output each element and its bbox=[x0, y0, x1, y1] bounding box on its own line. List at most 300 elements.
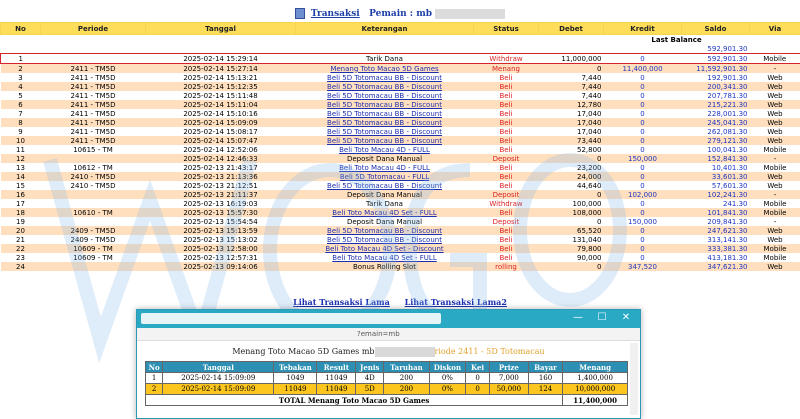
row-debet: 17,040 bbox=[539, 127, 604, 136]
row-debet: 100,000 bbox=[539, 199, 604, 208]
close-button[interactable]: ✕ bbox=[616, 312, 636, 323]
row-status: Beli bbox=[474, 118, 539, 127]
row-no: 19 bbox=[1, 217, 41, 226]
row-tanggal: 2025-02-13 09:14:06 bbox=[146, 262, 296, 271]
row-debet: 11,000,000 bbox=[539, 54, 604, 64]
row-periode: 2409 - TM5D bbox=[41, 235, 146, 244]
win-cell: 124 bbox=[528, 384, 563, 395]
win-cell: 11049 bbox=[274, 384, 317, 395]
column-header: Periode bbox=[41, 23, 146, 35]
masked-username-popup bbox=[375, 347, 435, 357]
row-keterangan bbox=[296, 208, 474, 217]
row-periode bbox=[41, 217, 146, 226]
win-cell: 0% bbox=[429, 384, 466, 395]
row-saldo: 100,041.30 bbox=[682, 145, 750, 154]
row-no: 12 bbox=[1, 154, 41, 163]
maximize-button[interactable]: ☐ bbox=[592, 312, 612, 323]
popup-title-main: Menang Toto Macao 5D Games mb bbox=[232, 347, 374, 356]
row-saldo: 262,081.30 bbox=[682, 127, 750, 136]
row-tanggal: 2025-02-14 15:07:47 bbox=[146, 136, 296, 145]
row-periode: 2411 - TM5D bbox=[41, 136, 146, 145]
row-debet: 7,440 bbox=[539, 73, 604, 82]
win-cell: 7,000 bbox=[489, 373, 528, 384]
row-debet: 73,440 bbox=[539, 136, 604, 145]
row-tanggal: 2025-02-13 21:11:37 bbox=[146, 190, 296, 199]
row-tanggal: 2025-02-13 21:43:17 bbox=[146, 163, 296, 172]
row-saldo: 333,381.30 bbox=[682, 244, 750, 253]
transaction-detail-link[interactable]: Beli 5D Totomacau BB - Discount bbox=[327, 101, 442, 109]
win-detail-popup bbox=[136, 309, 641, 419]
row-saldo: 247,621.30 bbox=[682, 226, 750, 235]
table-row bbox=[1, 127, 800, 136]
transaction-detail-link[interactable]: Beli 5D Totomacau BB - Discount bbox=[327, 137, 442, 145]
popup-title-periode: riode 2411 - 5D Totomacau bbox=[435, 347, 545, 356]
row-tanggal: 2025-02-13 16:19:03 bbox=[146, 199, 296, 208]
row-periode: 10612 - TM bbox=[41, 163, 146, 172]
last-balance-label: Last Balance bbox=[604, 35, 750, 45]
row-no: 1 bbox=[1, 54, 41, 64]
row-status: Beli bbox=[474, 73, 539, 82]
row-kredit: 0 bbox=[604, 109, 682, 118]
row-debet: 65,520 bbox=[539, 226, 604, 235]
last-balance-value: 592,901.30 bbox=[682, 44, 750, 54]
row-via: Web bbox=[750, 118, 800, 127]
row-periode: 2409 - TM5D bbox=[41, 226, 146, 235]
table-row bbox=[1, 100, 800, 109]
row-debet: 12,780 bbox=[539, 100, 604, 109]
row-saldo: 228,001.30 bbox=[682, 109, 750, 118]
row-no: 7 bbox=[1, 109, 41, 118]
row-keterangan bbox=[296, 226, 474, 235]
row-tanggal: 2025-02-13 15:13:02 bbox=[146, 235, 296, 244]
row-no: 16 bbox=[1, 190, 41, 199]
row-saldo: 347,621.30 bbox=[682, 262, 750, 271]
row-status: Deposit bbox=[474, 154, 539, 163]
row-debet: 23,200 bbox=[539, 163, 604, 172]
row-keterangan: Bonus Rolling Slot bbox=[296, 262, 474, 271]
row-kredit: 150,000 bbox=[604, 154, 682, 163]
table-row bbox=[1, 226, 800, 235]
row-kredit: 0 bbox=[604, 82, 682, 91]
column-header: No bbox=[1, 23, 41, 35]
row-status: Beli bbox=[474, 91, 539, 100]
transaction-detail-link[interactable]: Beli 5D Totomacau BB - Discount bbox=[327, 236, 442, 244]
row-saldo: 245,041.30 bbox=[682, 118, 750, 127]
row-saldo: 33,601.30 bbox=[682, 172, 750, 181]
row-via: Web bbox=[750, 82, 800, 91]
table-row bbox=[1, 91, 800, 100]
transaction-detail-link[interactable]: Beli 5D Totomacau BB - Discount bbox=[327, 83, 442, 91]
last-balance-value-row bbox=[1, 44, 800, 54]
transaction-detail-link[interactable]: Menang Toto Macao 5D Games bbox=[330, 65, 438, 73]
column-header: Keterangan bbox=[296, 23, 474, 35]
column-header: Kredit bbox=[604, 23, 682, 35]
row-via: Mobile bbox=[750, 208, 800, 217]
row-saldo: 101,841.30 bbox=[682, 208, 750, 217]
row-keterangan bbox=[296, 145, 474, 154]
transaction-detail-link[interactable]: Beli 5D Totomacau BB - Discount bbox=[327, 74, 442, 82]
popup-titlebar bbox=[137, 310, 640, 328]
row-via: - bbox=[750, 217, 800, 226]
row-debet: 7,440 bbox=[539, 91, 604, 100]
win-cell: 2025-02-14 15:09:09 bbox=[163, 373, 274, 384]
row-kredit: 0 bbox=[604, 163, 682, 172]
row-via: Web bbox=[750, 100, 800, 109]
row-status: Beli bbox=[474, 181, 539, 190]
win-row bbox=[146, 373, 628, 384]
win-total-row bbox=[146, 395, 628, 406]
row-saldo: 200,341.30 bbox=[682, 82, 750, 91]
row-debet: 108,000 bbox=[539, 208, 604, 217]
row-periode: 2411 - TM5D bbox=[41, 127, 146, 136]
row-debet: 0 bbox=[539, 154, 604, 163]
row-kredit: 0 bbox=[604, 100, 682, 109]
row-debet: 17,040 bbox=[539, 118, 604, 127]
row-keterangan: Tarik Dana bbox=[296, 54, 474, 64]
row-debet: 44,640 bbox=[539, 181, 604, 190]
masked-username bbox=[435, 9, 505, 19]
row-keterangan bbox=[296, 64, 474, 74]
row-keterangan bbox=[296, 109, 474, 118]
table-row bbox=[1, 199, 800, 208]
transaction-detail-link[interactable]: Beli 5D Totomacau BB - Discount bbox=[327, 119, 442, 127]
transaction-detail-link[interactable]: Beli 5D Totomacau BB - Discount bbox=[327, 92, 442, 100]
row-saldo: 413,181.30 bbox=[682, 253, 750, 262]
row-keterangan bbox=[296, 244, 474, 253]
transaction-detail-link[interactable]: Beli Toto Macau 4D Set - Discount bbox=[325, 245, 443, 253]
row-via: Web bbox=[750, 91, 800, 100]
minimize-button[interactable]: — bbox=[568, 312, 588, 323]
row-no: 2 bbox=[1, 64, 41, 74]
row-keterangan: Tarik Dana bbox=[296, 199, 474, 208]
transaction-detail-link[interactable]: Beli 5D Totomacau BB - Discount bbox=[327, 227, 442, 235]
row-status: Beli bbox=[474, 109, 539, 118]
column-header: Via bbox=[750, 23, 800, 35]
row-tanggal: 2025-02-14 12:52:06 bbox=[146, 145, 296, 154]
row-debet: 90,000 bbox=[539, 253, 604, 262]
row-tanggal: 2025-02-14 15:09:09 bbox=[146, 118, 296, 127]
row-periode: 2411 - TM5D bbox=[41, 91, 146, 100]
row-kredit: 0 bbox=[604, 118, 682, 127]
row-saldo: 313,141.30 bbox=[682, 235, 750, 244]
row-via: Mobile bbox=[750, 145, 800, 154]
row-keterangan bbox=[296, 163, 474, 172]
row-status: Menang bbox=[474, 64, 539, 74]
transaction-table bbox=[0, 22, 800, 271]
row-no: 15 bbox=[1, 181, 41, 190]
table-header-row bbox=[1, 23, 800, 35]
column-header: Debet bbox=[539, 23, 604, 35]
win-cell: 1 bbox=[146, 373, 163, 384]
table-row bbox=[1, 235, 800, 244]
row-saldo: 192,901.30 bbox=[682, 73, 750, 82]
win-cell: 1,400,000 bbox=[563, 373, 628, 384]
row-via: Mobile bbox=[750, 244, 800, 253]
win-cell: 5D bbox=[356, 384, 384, 395]
row-kredit: 11,400,000 bbox=[604, 64, 682, 74]
row-periode: 10615 - TM bbox=[41, 145, 146, 154]
row-via: Web bbox=[750, 136, 800, 145]
table-row bbox=[1, 172, 800, 181]
row-via: Mobile bbox=[750, 163, 800, 172]
row-periode: 2411 - TM5D bbox=[41, 118, 146, 127]
row-kredit: 0 bbox=[604, 73, 682, 82]
row-periode bbox=[41, 54, 146, 64]
win-cell: 0% bbox=[429, 373, 466, 384]
table-row bbox=[1, 208, 800, 217]
row-keterangan bbox=[296, 100, 474, 109]
row-debet: 7,440 bbox=[539, 82, 604, 91]
row-via: Mobile bbox=[750, 253, 800, 262]
row-status: rolling bbox=[474, 262, 539, 271]
row-kredit: 0 bbox=[604, 226, 682, 235]
row-debet: 131,040 bbox=[539, 235, 604, 244]
row-status: Beli bbox=[474, 163, 539, 172]
row-periode: 2411 - TM5D bbox=[41, 109, 146, 118]
row-periode: 2410 - TM5D bbox=[41, 181, 146, 190]
win-cell: 10,000,000 bbox=[563, 384, 628, 395]
row-keterangan: Deposit Dana Manual bbox=[296, 154, 474, 163]
row-periode: 10609 - TM bbox=[41, 253, 146, 262]
row-kredit: 0 bbox=[604, 145, 682, 154]
row-no: 13 bbox=[1, 163, 41, 172]
row-tanggal: 2025-02-14 15:10:16 bbox=[146, 109, 296, 118]
table-row bbox=[1, 136, 800, 145]
row-via: Web bbox=[750, 73, 800, 82]
row-debet: 17,040 bbox=[539, 109, 604, 118]
row-periode bbox=[41, 154, 146, 163]
last-balance-row bbox=[1, 35, 800, 45]
row-periode: 10609 - TM bbox=[41, 244, 146, 253]
row-no: 10 bbox=[1, 136, 41, 145]
table-row bbox=[1, 118, 800, 127]
row-periode: 2411 - TM5D bbox=[41, 82, 146, 91]
table-row bbox=[1, 64, 800, 74]
transaction-detail-link[interactable]: Beli Toto Macau 4D - FULL bbox=[339, 164, 430, 172]
transaction-detail-link[interactable]: Beli 5D Totomacau BB - Discount bbox=[327, 128, 442, 136]
row-status: Beli bbox=[474, 208, 539, 217]
table-row bbox=[1, 54, 800, 64]
row-debet: 0 bbox=[539, 262, 604, 271]
row-saldo: 279,121.30 bbox=[682, 136, 750, 145]
table-row bbox=[1, 109, 800, 118]
transaction-detail-link[interactable]: Beli Toto Macau 4D Set - FULL bbox=[332, 209, 436, 217]
popup-scrollbar[interactable] bbox=[630, 343, 638, 415]
row-tanggal: 2025-02-13 12:58:00 bbox=[146, 244, 296, 253]
win-column-header: Taruhan bbox=[384, 362, 429, 373]
row-keterangan bbox=[296, 253, 474, 262]
row-saldo: 10,401.30 bbox=[682, 163, 750, 172]
row-via: Mobile bbox=[750, 54, 800, 64]
transaction-detail-link[interactable]: Beli Toto Macau 4D Set - FULL bbox=[332, 254, 436, 262]
row-periode: 2410 - TM5D bbox=[41, 172, 146, 181]
row-status: Beli bbox=[474, 136, 539, 145]
row-periode: 2411 - TM5D bbox=[41, 73, 146, 82]
row-via: - bbox=[750, 154, 800, 163]
row-via: Web bbox=[750, 262, 800, 271]
row-saldo: 102,241.30 bbox=[682, 190, 750, 199]
row-periode bbox=[41, 199, 146, 208]
row-keterangan bbox=[296, 82, 474, 91]
row-debet: 0 bbox=[539, 217, 604, 226]
row-via: Web bbox=[750, 181, 800, 190]
column-header: Status bbox=[474, 23, 539, 35]
row-no: 23 bbox=[1, 253, 41, 262]
row-tanggal: 2025-02-14 15:11:04 bbox=[146, 100, 296, 109]
row-via: Web bbox=[750, 127, 800, 136]
transaction-detail-link[interactable]: Beli Toto Macau 4D - FULL bbox=[339, 146, 430, 154]
row-saldo: 11,592,901.30 bbox=[682, 64, 750, 74]
table-row bbox=[1, 244, 800, 253]
row-kredit: 0 bbox=[604, 91, 682, 100]
page-header bbox=[0, 8, 800, 19]
row-status: Beli bbox=[474, 100, 539, 109]
row-tanggal: 2025-02-13 21:12:51 bbox=[146, 181, 296, 190]
win-column-header: Bayar bbox=[528, 362, 563, 373]
row-tanggal: 2025-02-13 15:57:30 bbox=[146, 208, 296, 217]
win-row bbox=[146, 384, 628, 395]
row-status: Beli bbox=[474, 127, 539, 136]
win-cell: 4D bbox=[356, 373, 384, 384]
table-row bbox=[1, 163, 800, 172]
row-keterangan bbox=[296, 118, 474, 127]
row-periode bbox=[41, 190, 146, 199]
row-no: 21 bbox=[1, 235, 41, 244]
row-periode: 2411 - TM5D bbox=[41, 64, 146, 74]
row-no: 5 bbox=[1, 91, 41, 100]
row-status: Beli bbox=[474, 226, 539, 235]
win-cell: 11049 bbox=[317, 384, 356, 395]
row-status: Beli bbox=[474, 145, 539, 154]
table-row bbox=[1, 82, 800, 91]
win-cell: 50,000 bbox=[489, 384, 528, 395]
row-tanggal: 2025-02-13 15:13:59 bbox=[146, 226, 296, 235]
transaction-detail-link[interactable]: Beli 5D Totomacau - FULL bbox=[340, 173, 429, 181]
win-detail-table bbox=[145, 361, 628, 406]
row-keterangan bbox=[296, 73, 474, 82]
row-no: 9 bbox=[1, 127, 41, 136]
row-kredit: 0 bbox=[604, 127, 682, 136]
row-periode bbox=[41, 262, 146, 271]
row-kredit: 0 bbox=[604, 253, 682, 262]
row-keterangan bbox=[296, 235, 474, 244]
table-row bbox=[1, 253, 800, 262]
table-row bbox=[1, 262, 800, 271]
transaction-detail-link[interactable]: Beli 5D Totomacau BB - Discount bbox=[327, 182, 442, 190]
row-kredit: 0 bbox=[604, 208, 682, 217]
win-column-header: Tebakan bbox=[274, 362, 317, 373]
column-header: Tanggal bbox=[146, 23, 296, 35]
row-debet: 0 bbox=[539, 64, 604, 74]
win-cell: 200 bbox=[384, 384, 429, 395]
transaction-detail-link[interactable]: Beli 5D Totomacau BB - Discount bbox=[327, 110, 442, 118]
row-periode: 10610 - TM bbox=[41, 208, 146, 217]
win-column-header: Kei bbox=[466, 362, 490, 373]
row-saldo: 152,841.30 bbox=[682, 154, 750, 163]
row-kredit: 347,520 bbox=[604, 262, 682, 271]
row-tanggal: 2025-02-14 15:27:14 bbox=[146, 64, 296, 74]
table-row bbox=[1, 190, 800, 199]
row-no: 22 bbox=[1, 244, 41, 253]
table-row bbox=[1, 145, 800, 154]
row-status: Beli bbox=[474, 235, 539, 244]
win-column-header: Tanggal bbox=[163, 362, 274, 373]
row-no: 14 bbox=[1, 172, 41, 181]
row-no: 3 bbox=[1, 73, 41, 82]
old-transactions-link[interactable]: Lihat Transaksi Lama bbox=[293, 297, 390, 307]
row-status: Withdraw bbox=[474, 54, 539, 64]
row-kredit: 102,000 bbox=[604, 190, 682, 199]
row-via: Web bbox=[750, 172, 800, 181]
win-cell: 160 bbox=[528, 373, 563, 384]
row-debet: 24,000 bbox=[539, 172, 604, 181]
row-saldo: 209,841.30 bbox=[682, 217, 750, 226]
row-no: 24 bbox=[1, 262, 41, 271]
popup-title bbox=[137, 347, 640, 357]
row-kredit: 0 bbox=[604, 172, 682, 181]
row-saldo: 215,221.30 bbox=[682, 100, 750, 109]
old-transactions-2-link[interactable]: Lihat Transaksi Lama2 bbox=[405, 297, 507, 307]
win-cell: 0 bbox=[466, 384, 490, 395]
row-saldo: 207,781.30 bbox=[682, 91, 750, 100]
win-column-header: No bbox=[146, 362, 163, 373]
row-no: 6 bbox=[1, 100, 41, 109]
popup-url-bar bbox=[141, 313, 441, 324]
row-status: Beli bbox=[474, 82, 539, 91]
row-kredit: 0 bbox=[604, 244, 682, 253]
row-keterangan bbox=[296, 136, 474, 145]
row-tanggal: 2025-02-14 15:12:35 bbox=[146, 82, 296, 91]
row-kredit: 150,000 bbox=[604, 217, 682, 226]
row-keterangan: Deposit Dana Manual bbox=[296, 190, 474, 199]
row-via: - bbox=[750, 190, 800, 199]
row-saldo: 57,601.30 bbox=[682, 181, 750, 190]
row-tanggal: 2025-02-14 15:29:14 bbox=[146, 54, 296, 64]
row-tanggal: 2025-02-14 12:46:33 bbox=[146, 154, 296, 163]
win-detail-header-row bbox=[146, 362, 628, 373]
row-debet: 79,800 bbox=[539, 244, 604, 253]
win-column-header: Menang bbox=[563, 362, 628, 373]
row-tanggal: 2025-02-13 21:13:36 bbox=[146, 172, 296, 181]
win-total-label: TOTAL Menang Toto Macao 5D Games bbox=[146, 395, 563, 406]
column-header: Saldo bbox=[682, 23, 750, 35]
win-column-header: Prize bbox=[489, 362, 528, 373]
popup-address: ?emain=mb bbox=[137, 328, 640, 341]
row-via: Web bbox=[750, 109, 800, 118]
row-tanggal: 2025-02-14 15:11:48 bbox=[146, 91, 296, 100]
row-keterangan: Deposit Dana Manual bbox=[296, 217, 474, 226]
row-debet: 52,800 bbox=[539, 145, 604, 154]
header-player-label: Pemain : mb bbox=[369, 9, 432, 19]
win-column-header: Diskon bbox=[429, 362, 466, 373]
table-row bbox=[1, 154, 800, 163]
win-column-header: Result bbox=[317, 362, 356, 373]
row-debet: 0 bbox=[539, 190, 604, 199]
row-no: 20 bbox=[1, 226, 41, 235]
table-row bbox=[1, 73, 800, 82]
row-no: 18 bbox=[1, 208, 41, 217]
win-cell: 0 bbox=[466, 373, 490, 384]
row-keterangan bbox=[296, 172, 474, 181]
win-cell: 2025-02-14 15:09:09 bbox=[163, 384, 274, 395]
row-no: 4 bbox=[1, 82, 41, 91]
row-saldo: 592,901.30 bbox=[682, 54, 750, 64]
win-cell: 1049 bbox=[274, 373, 317, 384]
row-keterangan bbox=[296, 127, 474, 136]
row-status: Deposit bbox=[474, 190, 539, 199]
row-no: 11 bbox=[1, 145, 41, 154]
row-via: - bbox=[750, 64, 800, 74]
